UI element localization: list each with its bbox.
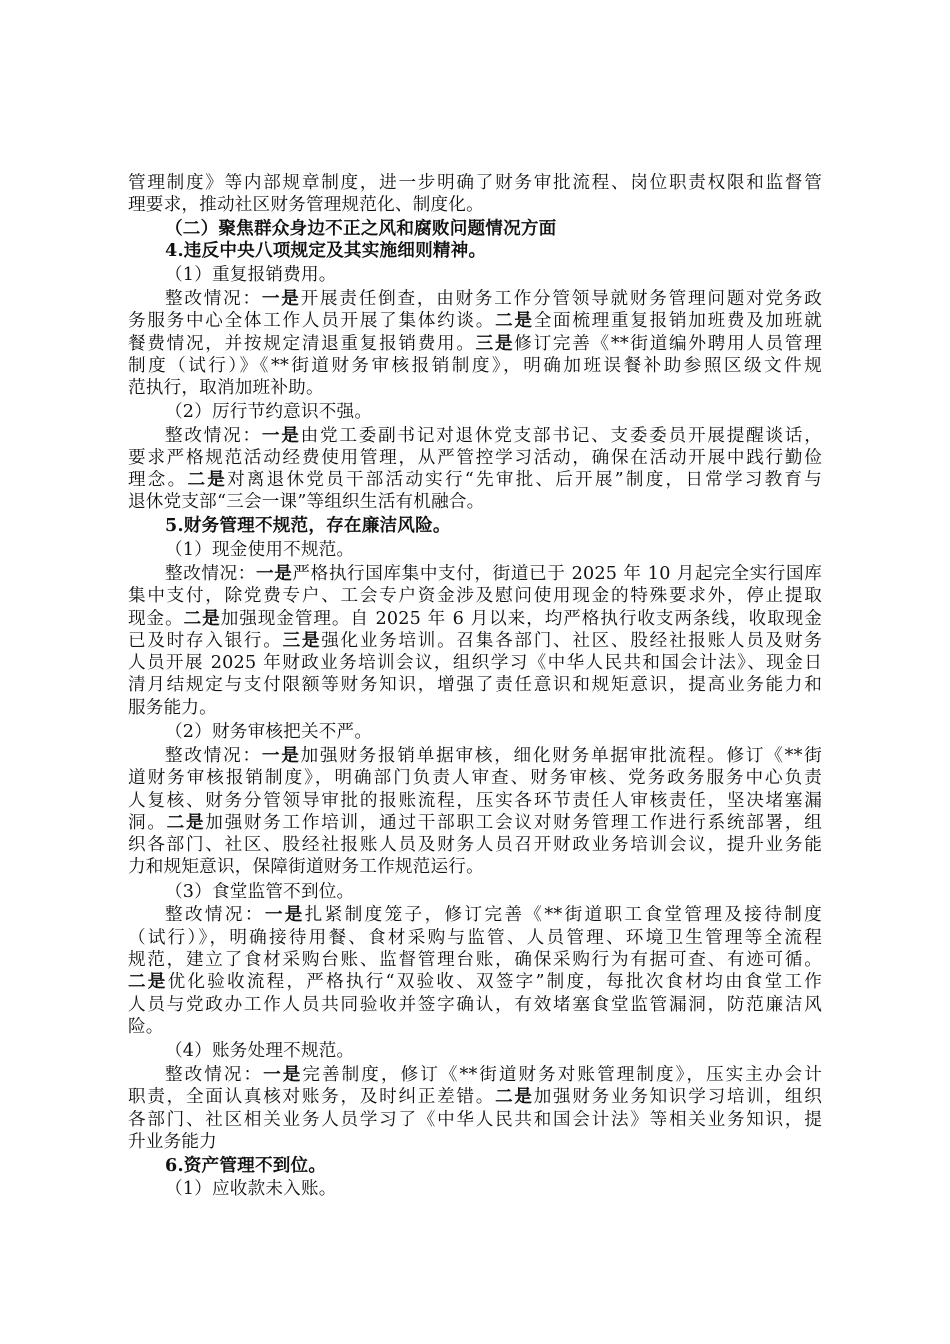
text-run: 险。 xyxy=(128,1017,164,1037)
bold-run: 一是 xyxy=(261,425,301,446)
text-run: 严格执行国库集中支付，街道已于 2025 年 10 月起完全实行国库 xyxy=(292,564,822,584)
text-line xyxy=(128,194,484,216)
text-line xyxy=(128,608,822,630)
text-run: 加强现金管理。自 2025 年 6 月以来，均严格执行收支两条线，收取现金 xyxy=(220,609,822,629)
text-run: 餐费情况，并按规定清退重复报销费用。 xyxy=(128,334,476,354)
text-line xyxy=(128,1131,217,1153)
text-run: 要求严格规范活动经费使用管理，从严管控学习活动，确保在活动开展中践行勤俭 xyxy=(128,448,822,468)
text-run: （试行）》，明确接待用餐、食材采购与监管、人员管理、环境卫生管理等全流程 xyxy=(128,928,822,948)
text-run: 理念。 xyxy=(128,470,188,490)
text-line xyxy=(128,469,822,491)
text-run: 整改情况： xyxy=(165,1065,264,1085)
text-line xyxy=(165,1178,337,1200)
bold-run: 三是 xyxy=(475,333,515,354)
bold-run: 二是 xyxy=(128,971,168,992)
text-line xyxy=(128,767,822,789)
text-run: （3）食堂监管不到位。 xyxy=(165,882,355,902)
text-line xyxy=(128,310,822,332)
text-line xyxy=(128,172,822,194)
bold-run: 二是 xyxy=(495,1086,534,1107)
text-run: 优化验收流程，严格执行“双验收、双签字”制度，每批次食材均由食堂工作 xyxy=(167,972,822,992)
text-run: 各部门、社区相关业务人员学习了《中华人民共和国会计法》等相关业务知识，提 xyxy=(128,1110,822,1130)
text-run: 力和规矩意识，保障街道财务工作规范运行。 xyxy=(128,857,484,877)
text-run: 升业务能力 xyxy=(128,1132,217,1152)
text-line xyxy=(128,585,822,607)
text-run: 织各部门、社区、股经社报账人员及财务人员召开财政业务培训会议，提升业务能 xyxy=(128,835,822,855)
text-line xyxy=(128,333,822,355)
text-run: 整改情况： xyxy=(165,564,257,584)
text-line xyxy=(128,355,822,377)
text-run: 人员与党政办工作人员共同验收并签字确认，有效堵塞食堂监管漏洞，防范廉洁风 xyxy=(128,995,822,1015)
text-run: 开展责任倒查，由财务工作分管领导就财务管理问题对党务政 xyxy=(300,289,823,309)
bold-run: 二是 xyxy=(183,608,221,629)
text-line xyxy=(165,288,822,310)
text-line xyxy=(128,652,822,674)
text-run: 现金。 xyxy=(128,609,184,629)
text-line xyxy=(165,904,822,926)
text-run: 范执行，取消加班补助。 xyxy=(128,378,324,398)
text-line xyxy=(128,1109,822,1131)
text-line xyxy=(128,949,822,971)
text-run: 人复核、财务分管领导审批的报账流程，压实各环节责任人审核责任，坚决堵塞漏 xyxy=(128,791,822,811)
text-run: 整改情况： xyxy=(165,426,262,446)
text-run: 洞。 xyxy=(128,813,167,833)
text-line xyxy=(165,745,822,767)
text-line xyxy=(128,994,822,1016)
text-run: 扎紧制度笼子，修订完善《**街道职工食堂管理及接待制度 xyxy=(304,905,822,925)
bold-run: 5.财务管理不规范，存在廉洁风险。 xyxy=(165,515,451,536)
text-run: 加强财务报销单据审核，细化财务单据审批流程。修订《**街 xyxy=(300,746,822,766)
text-run: 集中支付，除党费专户、工会专户资金涉及慰问使用现金的特殊要求外，停止提取 xyxy=(128,586,822,606)
text-line xyxy=(165,515,451,537)
text-run: 制度（试行）》《**街道财务审核报销制度》，明确加班误餐补助参照区级文件规 xyxy=(128,356,822,376)
text-line xyxy=(165,881,354,903)
bold-run: 一是 xyxy=(263,1064,303,1085)
text-run: 修订完善《**街道编外聘用人员管理 xyxy=(514,334,822,354)
bold-run: 二是 xyxy=(495,310,534,331)
text-line xyxy=(165,401,372,423)
text-line xyxy=(165,1155,326,1177)
text-line xyxy=(128,377,324,399)
text-line xyxy=(128,674,822,696)
text-line xyxy=(128,971,822,993)
bold-run: 二是 xyxy=(166,812,206,833)
text-run: （1）现金使用不规范。 xyxy=(165,540,355,560)
bold-run: （二）聚焦群众身边不正之风和腐败问题情况方面 xyxy=(165,218,557,239)
text-run: 务服务中心全体工作人员开展了集体约谈。 xyxy=(128,311,496,331)
text-line xyxy=(128,1016,164,1038)
bold-run: 6.资产管理不到位。 xyxy=(165,1155,327,1176)
text-run: （4）账务处理不规范。 xyxy=(165,1041,355,1061)
text-run: 职责，全面认真核对账务，及时纠正差错。 xyxy=(128,1087,496,1107)
bold-run: 一是 xyxy=(256,563,293,584)
text-line xyxy=(128,790,822,812)
text-line xyxy=(165,264,337,286)
text-line xyxy=(128,630,822,652)
text-run: （2）财务审核把关不严。 xyxy=(165,722,373,742)
text-run: 对离退休党员干部活动实行“先审批、后开展”制度，日常学习教育与 xyxy=(227,470,822,490)
text-line xyxy=(128,1086,822,1108)
text-run: 整改情况： xyxy=(165,905,265,925)
text-run: （2）厉行节约意识不强。 xyxy=(165,402,373,422)
text-line xyxy=(128,491,484,513)
text-run: 已及时存入银行。 xyxy=(128,631,283,651)
text-run: （1）应收款未入账。 xyxy=(165,1179,337,1199)
text-run: 清月结规定与支付限额等财务知识，增强了责任意识和规矩意识，提高业务能力和 xyxy=(128,675,822,695)
text-line xyxy=(128,834,822,856)
text-run: 道财务审核报销制度》，明确部门负责人审查、财务审核、党务政务服务中心负责 xyxy=(128,768,822,788)
text-run: 整改情况： xyxy=(165,289,262,309)
text-run: 完善制度，修订《**街道财务对账管理制度》，压实主办会计 xyxy=(302,1065,822,1085)
text-line xyxy=(165,218,556,240)
bold-run: 4.违反中央八项规定及其实施细则精神。 xyxy=(165,240,487,261)
text-run: 全面梳理重复报销加班费及加班就 xyxy=(533,311,822,331)
text-line xyxy=(165,1040,354,1062)
text-line xyxy=(128,927,822,949)
text-run: 强化业务培训。召集各部门、社区、股经社报账人员及财务 xyxy=(321,631,822,651)
text-run: 加强财务业务知识学习培训，组织 xyxy=(533,1087,822,1107)
text-run: 理要求，推动社区财务管理规范化、制度化。 xyxy=(128,195,484,215)
text-line xyxy=(165,721,372,743)
text-line xyxy=(128,856,484,878)
text-line xyxy=(165,563,822,585)
text-run: （1）重复报销费用。 xyxy=(165,265,337,285)
text-run: 退休党支部“三会一课”等组织生活有机融合。 xyxy=(128,492,485,512)
text-run: 加强财务工作培训，通过干部职工会议对财务管理工作进行系统部署，组 xyxy=(205,813,822,833)
bold-run: 一是 xyxy=(264,904,305,925)
text-line xyxy=(165,425,822,447)
bold-run: 三是 xyxy=(282,630,322,651)
bold-run: 一是 xyxy=(261,288,301,309)
text-line xyxy=(165,539,354,561)
text-line xyxy=(165,1064,822,1086)
text-run: 规范，建立了食材采购台账、监督管理台账，确保采购行为有据可查、有迹可循。 xyxy=(128,950,822,970)
text-line xyxy=(128,697,217,719)
bold-run: 一是 xyxy=(261,745,301,766)
text-run: 服务能力。 xyxy=(128,698,217,718)
text-run: 人员开展 2025 年财政业务培训会议，组织学习《中华人民共和国会计法》、现金日 xyxy=(128,653,822,673)
text-line xyxy=(165,240,486,262)
bold-run: 二是 xyxy=(187,469,228,490)
text-run: 整改情况： xyxy=(165,746,262,766)
text-line xyxy=(128,812,822,834)
text-run: 管理制度》等内部规章制度，进一步明确了财务审批流程、岗位职责权限和监督管 xyxy=(128,173,822,193)
text-line xyxy=(128,447,822,469)
text-run: 由党工委副书记对退休党支部书记、支委委员开展提醒谈话， xyxy=(300,426,823,446)
